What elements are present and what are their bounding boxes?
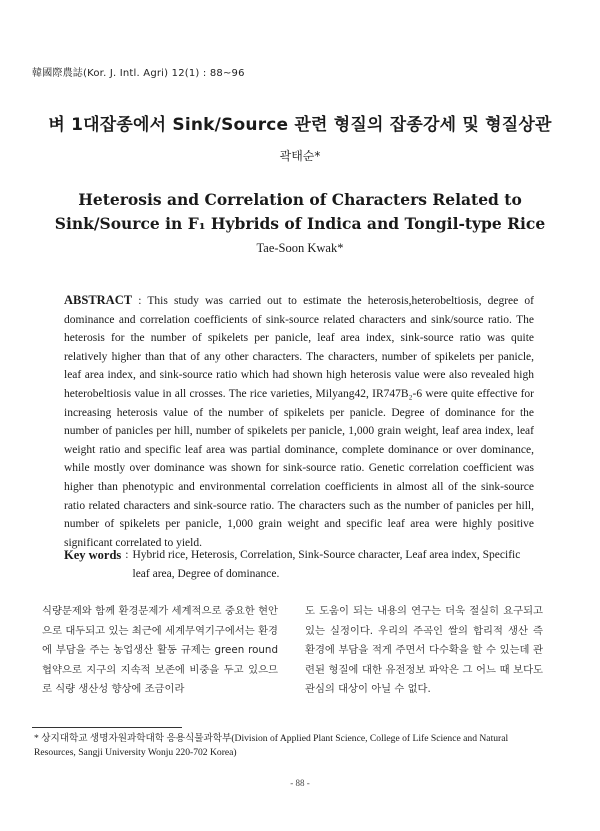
page-number: - 88 - [290, 778, 310, 788]
keywords-separator: : [125, 549, 129, 561]
keywords-label: Key words [64, 548, 122, 562]
body-right-column: 도 도움이 되는 내용의 연구는 더욱 절실히 요구되고 있는 실정이다. 우리의 주곡인 쌀의 합리적 생산 즉 환경에 부담을 적게 주면서 다수확을 할 수 있는데 관련된 형질에 대한 유전정보 파악은 그 어느 때 보다도 관심의 대상이 아닐 수 없다. [305, 605, 543, 695]
abstract-text: This study was carried out to estimate the heterosis,heterobeltiosis, degree of dominance and correlation coefficients of sink-source related characters and sink/source ratio. The heterosis for the number of spikelets per panicle, leaf area index, sink-source ratio was quite relatively higher than that of any other characters. The characters, number of spikelets per panicle, leaf area index, and sink-source ratio which had shown high heterosis value were also revealed high heterobeltiosis value in all crosses. The rice varieties, Milyang42, IR747B₂-6 were quite effective for increasing heterosis value of the number of spikelets per panicle. Degree of dominance for the number of panicles per hill, number of spikelets per panicle, 1,000 grain weight, leaf area index, leaf weight ratio and specific leaf area was partial dominance, complete dominance or over dominance, while mostly over dominance was shown for sink-source ratio. Genetic correlation coefficient was higher than phenotypic and environmental correlation coefficients in almost all of the sink-source ratio related characters and sink-source ratio. The characters such as the number of panicles per hill, number of spikelets per panicle, 1,000 grain weight and specific leaf area were highly positive significant correlated to yield. [64, 295, 534, 549]
abstract [64, 291, 534, 552]
english-title-line-1: Heterosis and Correlation of Characters Related to [78, 190, 522, 209]
english-author: Tae-Soon Kwak* [256, 241, 344, 255]
body-left-column: 식량문제와 함께 환경문제가 세계적으로 중요한 현안으로 대두되고 있는 최근에 세계무역기구에서는 환경에 부담을 주는 농업생산 활동 규제는 green round 협약으로 지구의 지속적 보존에 비중을 두고 있으므로 식량 생산성 향상에 조금이라 [42, 605, 278, 695]
keywords [64, 546, 536, 584]
english-title [40, 188, 560, 236]
english-title-line-2: Sink/Source in F₁ Hybrids of Indica and Tongil-type Rice [54, 214, 546, 233]
korean-author: 곽태순* [279, 149, 321, 163]
keywords-text: Hybrid rice, Heterosis, Correlation, Sink-Source character, Leaf area index, Specific leaf area, Degree of dominance. [132, 549, 521, 580]
footnote: * 상지대학교 생명자원과학대학 응용식물과학부(Division of Applied Plant Science, College of Life Science and Natural Resources, Sangji University Wonju 220-702 Korea) [34, 733, 509, 758]
footnote-divider [32, 727, 182, 728]
korean-title: 벼 1대잡종에서 Sink/Source 관련 형질의 잡종강세 및 형질상관 [48, 115, 552, 135]
abstract-separator: : [138, 295, 148, 307]
journal-reference: 韓國際農誌(Kor. J. Intl. Agri) 12(1) : 88~96 [32, 68, 245, 79]
abstract-label: ABSTRACT [64, 293, 133, 307]
